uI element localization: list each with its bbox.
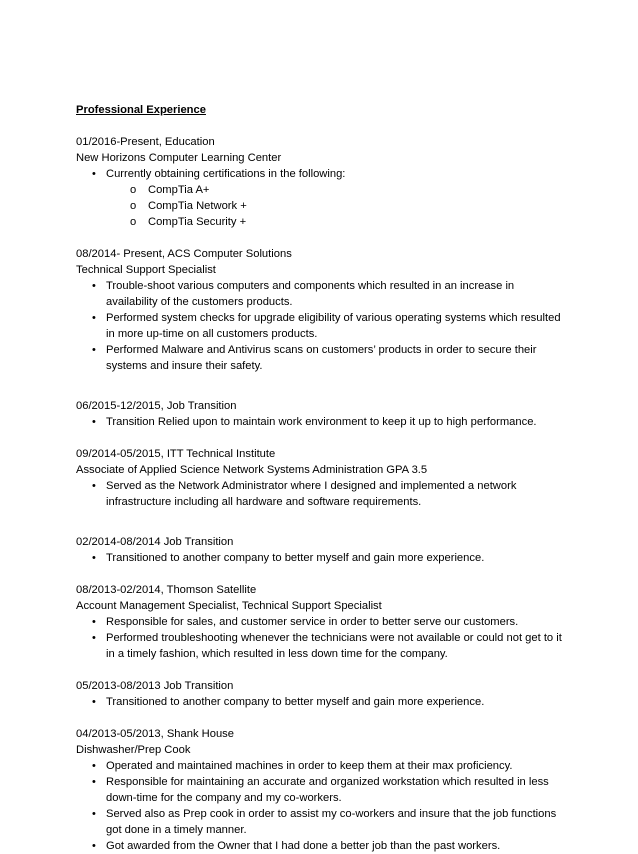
bullet-list	[76, 694, 562, 710]
entry-role: Dishwasher/Prep Cook	[76, 744, 191, 756]
entry-itt	[76, 446, 562, 510]
bullet-list	[76, 414, 562, 430]
bullet-item: • Served also as Prep cook in order to assist my co-workers and insure that the job functions got done in a timely manner.	[76, 806, 562, 838]
bullet-item: • Responsible for maintaining an accurate and organized workstation which resulted in less down-time for the company and my co-workers.	[76, 774, 562, 806]
bullet-list	[76, 758, 562, 854]
bullet-item: • Responsible for sales, and customer service in order to better serve our customers.	[76, 614, 562, 630]
sub-item: o CompTia Security +	[130, 214, 562, 230]
bullet-item: • Got awarded from the Owner that I had done a better job than the past workers.	[76, 838, 562, 854]
bullet-item: • Performed troubleshooting whenever the technicians were not available or could not get to it in a timely fashion, which resulted in less down time for the company.	[76, 630, 562, 662]
bullet-item: • Served as the Network Administrator where I designed and implemented a network infrastructure including all hardware and software requirements.	[76, 478, 562, 510]
bullet-list	[76, 478, 562, 510]
sub-item: o CompTia A+	[130, 182, 562, 198]
entry-date-org: 08/2013-02/2014, Thomson Satellite	[76, 584, 257, 596]
entry-date-org: 02/2014-08/2014 Job Transition	[76, 536, 234, 548]
entry-date-org: 04/2013-05/2013, Shank House	[76, 728, 234, 740]
entry-role: Associate of Applied Science Network Systems Administration GPA 3.5	[76, 464, 428, 476]
bullet-item: • Transitioned to another company to better myself and gain more experience.	[76, 694, 562, 710]
bullet-item: • Performed system checks for upgrade eligibility of various operating systems which resulted in more up-time on all customers products.	[76, 310, 562, 342]
entry-transition-2013	[76, 678, 562, 710]
bullet-item: • Transition Relied upon to maintain work environment to keep it up to high performance.	[76, 414, 562, 430]
resume-content	[76, 102, 562, 854]
bullet-list	[76, 166, 562, 182]
entry-thomson	[76, 582, 562, 662]
entry-date-org: 01/2016-Present, Education	[76, 136, 215, 148]
entry-acs	[76, 246, 562, 374]
bullet-list	[76, 550, 562, 566]
entry-shank-house	[76, 726, 562, 854]
entry-role: New Horizons Computer Learning Center	[76, 152, 282, 164]
bullet-item: • Transitioned to another company to better myself and gain more experience.	[76, 550, 562, 566]
bullet-item: • Trouble-shoot various computers and components which resulted in an increase in availability of the customers products.	[76, 278, 562, 310]
bullet-item: • Operated and maintained machines in order to keep them at their max proficiency.	[76, 758, 562, 774]
entry-date-org: 05/2013-08/2013 Job Transition	[76, 680, 234, 692]
entry-date-org: 06/2015-12/2015, Job Transition	[76, 400, 237, 412]
entry-date-org: 09/2014-05/2015, ITT Technical Institute	[76, 448, 276, 460]
entry-new-horizons	[76, 134, 562, 230]
sub-list	[76, 182, 562, 230]
bullet-list	[76, 614, 562, 662]
bullet-list	[76, 278, 562, 374]
entry-transition-2014	[76, 534, 562, 566]
entry-role: Technical Support Specialist	[76, 264, 216, 276]
bullet-item: • Currently obtaining certifications in the following:	[76, 166, 562, 182]
entry-role: Account Management Specialist, Technical Support Specialist	[76, 600, 382, 612]
section-heading: Professional Experience	[76, 104, 206, 116]
entry-transition-2015	[76, 398, 562, 430]
bullet-item: • Performed Malware and Antivirus scans on customers’ products in order to secure their systems and insure their safety.	[76, 342, 562, 374]
entry-date-org: 08/2014- Present, ACS Computer Solutions	[76, 248, 292, 260]
sub-item: o CompTia Network +	[130, 198, 562, 214]
